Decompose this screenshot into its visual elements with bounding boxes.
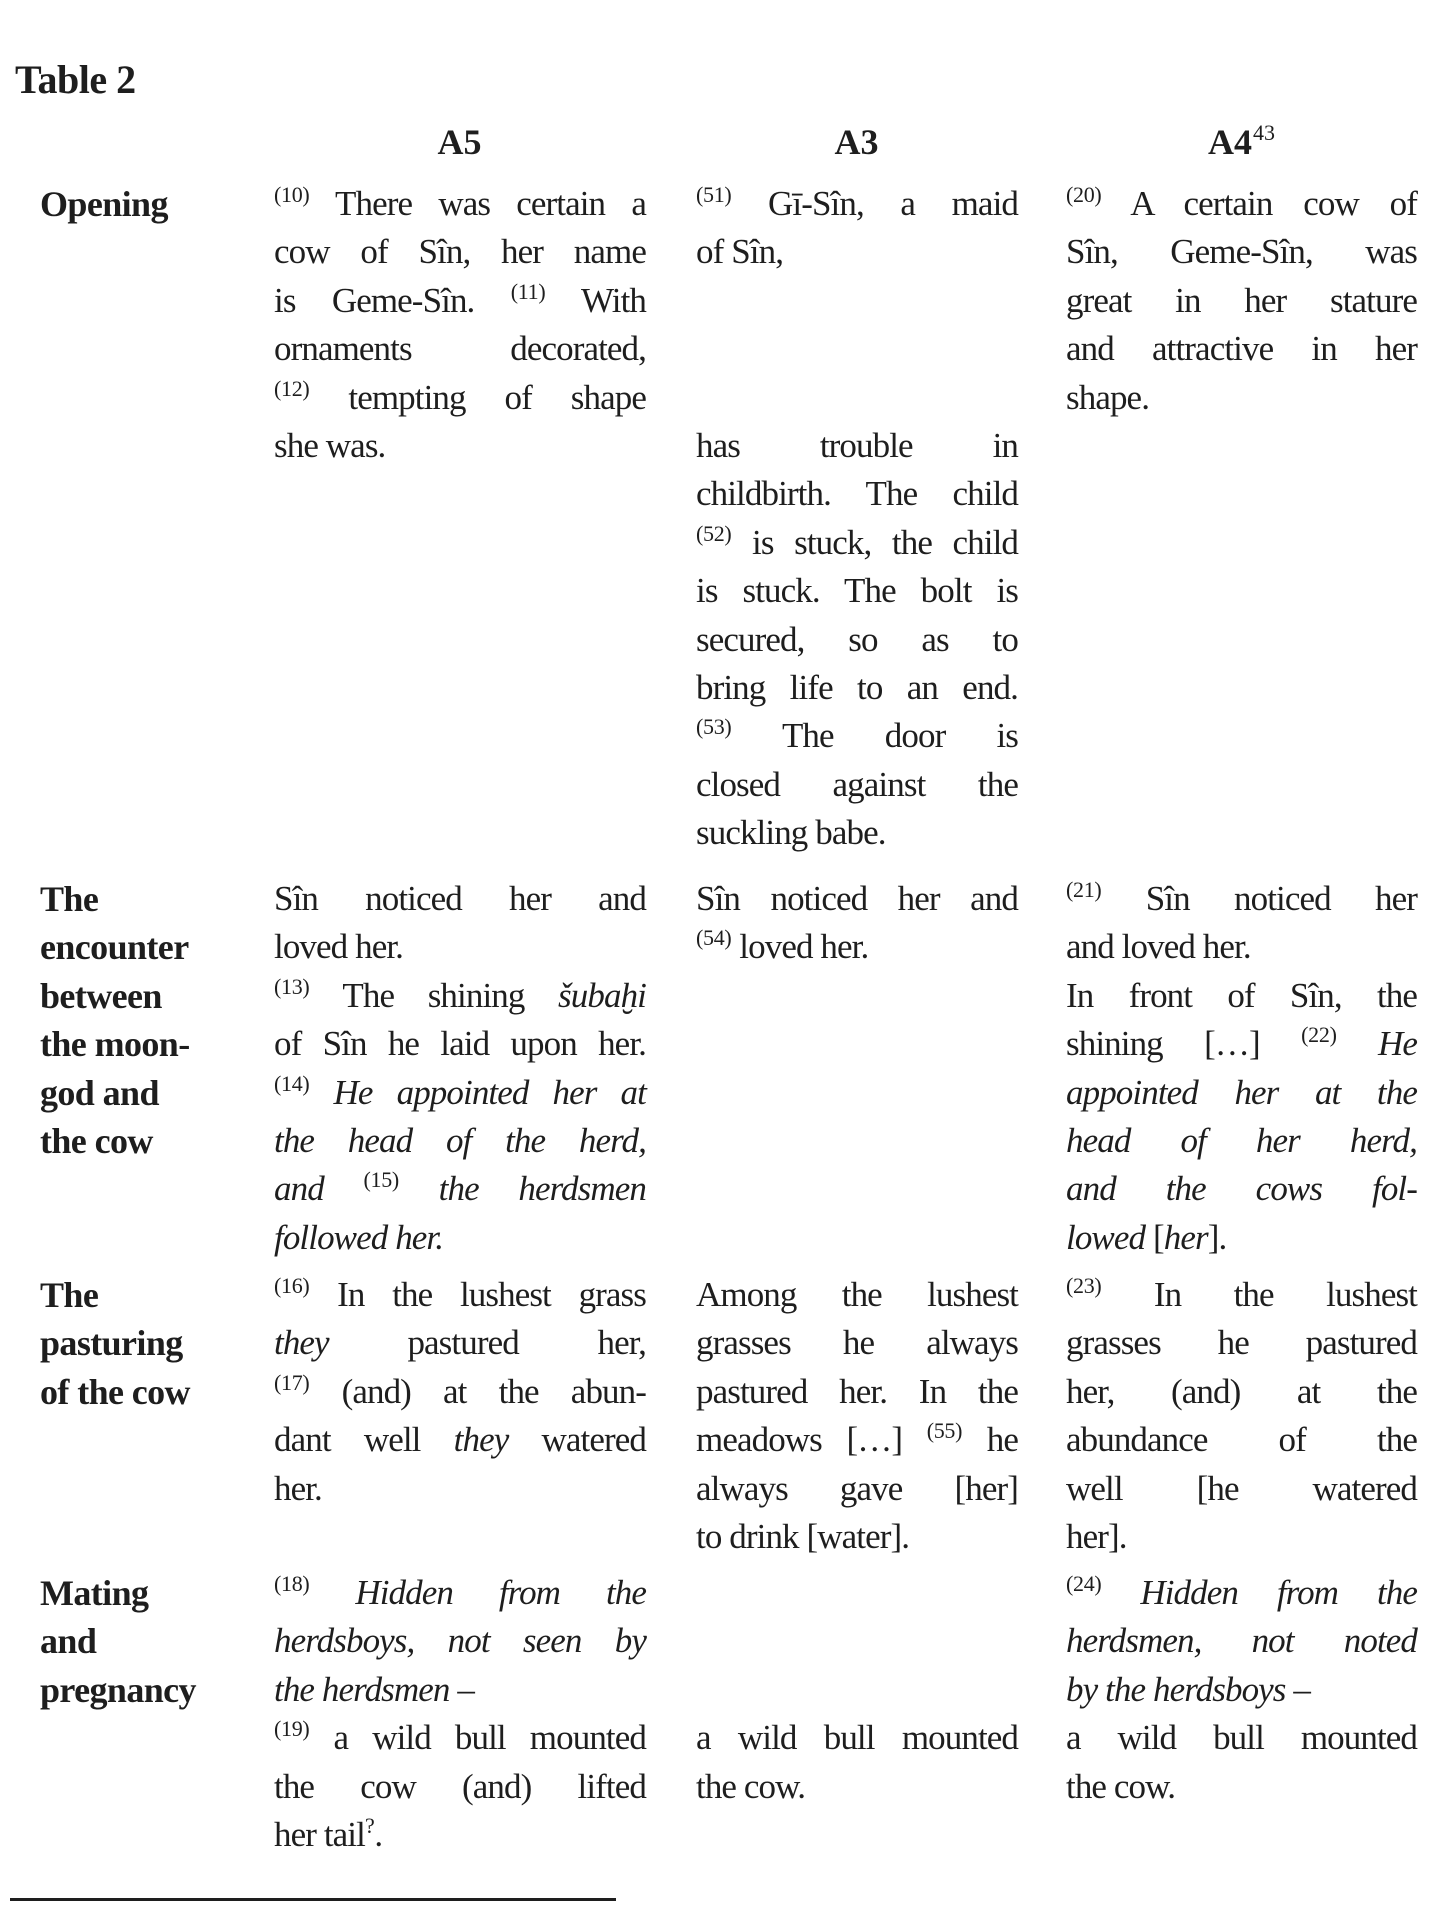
roman-text: the cow (and) lifted (274, 1766, 646, 1806)
line-number-marker: (21) (1066, 877, 1102, 902)
text-line (1066, 1368, 1417, 1416)
text-line (1066, 1714, 1417, 1762)
roman-text: a wild bull mounted (309, 1718, 646, 1758)
row-label-encounter (40, 875, 255, 1165)
text-line (1066, 1465, 1417, 1513)
line-number-marker: (17) (274, 1369, 310, 1395)
line-number-marker: (11) (510, 278, 546, 304)
text-line (696, 1465, 1018, 1513)
line-number-marker: (22) (1301, 1022, 1337, 1048)
row-label-line: between (40, 975, 162, 1016)
roman-text: The shining (309, 975, 559, 1015)
text-line (696, 470, 1018, 518)
column-header-a4 (1066, 118, 1417, 171)
table-cell-encounter-a5 (274, 875, 646, 1262)
line-number-marker: (13) (274, 973, 310, 999)
roman-text: and loved her. (1066, 927, 1251, 967)
roman-text: abundance of the (1066, 1420, 1417, 1460)
text-line (274, 875, 646, 923)
roman-text: In the lushest grass (309, 1275, 646, 1314)
text-line (696, 567, 1018, 615)
text-line (696, 422, 1018, 470)
table-cell-pasturing-a4 (1066, 1271, 1417, 1561)
italic-text: Hidden from the (1101, 1573, 1417, 1612)
table-cell-opening-a4 (1066, 180, 1417, 422)
text-line (696, 1319, 1018, 1367)
text-line (696, 875, 1018, 923)
column-header-label: A3 (834, 122, 879, 162)
text-line (274, 1569, 646, 1617)
line-number-marker: (55) (926, 1418, 963, 1444)
roman-text: There was certain a (309, 184, 646, 223)
italic-text: herdsboys, not seen by (274, 1621, 646, 1661)
line-number-marker: (52) (696, 520, 732, 546)
previous-line-cutoff (0, 0, 1434, 10)
roman-text: grasses he always (696, 1323, 1018, 1363)
italic-text: He appointed her at (309, 1072, 646, 1112)
text-line (1066, 1020, 1417, 1068)
text-line (274, 1368, 646, 1416)
text-line (696, 1271, 1018, 1319)
text-line (274, 1214, 646, 1262)
roman-text: her tail (274, 1814, 365, 1854)
roman-text: Among the lushest (696, 1275, 1018, 1314)
roman-text: In front of Sîn, the (1066, 975, 1417, 1015)
roman-text: ornaments decorated, (274, 329, 646, 369)
roman-text: a wild bull mounted (1066, 1718, 1417, 1758)
roman-text: bring life to an end. (696, 667, 1018, 707)
text-line (1066, 1165, 1417, 1213)
text-line (274, 972, 646, 1020)
italic-text: and (274, 1169, 364, 1209)
roman-text: With (545, 280, 647, 320)
text-line (1066, 923, 1417, 971)
line-number-marker: (54) (696, 925, 732, 951)
roman-text: shining […] (1066, 1024, 1302, 1064)
roman-text: loved her. (274, 927, 404, 967)
roman-text: well [he watered (1066, 1468, 1417, 1508)
text-line (696, 180, 1018, 228)
line-number-marker: ? (364, 1812, 375, 1838)
table-cell-mating-a4 (1066, 1569, 1417, 1811)
text-line (274, 1069, 646, 1117)
row-label-line: the moon- (40, 1024, 190, 1065)
text-line (1066, 1214, 1417, 1262)
italic-text: herdsmen, not noted (1066, 1621, 1417, 1661)
roman-text: is stuck. The bolt is (696, 571, 1018, 611)
roman-text: of Sîn, (696, 232, 784, 272)
text-line (274, 1763, 646, 1811)
text-line (1066, 1513, 1417, 1561)
table-cell-encounter-a3 (696, 875, 1018, 972)
roman-text: – (1285, 1669, 1310, 1709)
row-label-line: god and (40, 1072, 159, 1113)
text-line (696, 519, 1018, 567)
roman-text: closed against the (696, 764, 1018, 804)
text-line (1066, 1666, 1417, 1714)
row-label-mating (40, 1569, 255, 1714)
roman-text: the cow. (1066, 1766, 1176, 1806)
column-header-label: A4 (1208, 122, 1252, 162)
text-line (274, 325, 646, 373)
roman-text: cow of Sîn, her name (274, 232, 646, 272)
line-number-marker: (18) (274, 1571, 310, 1596)
roman-text: has trouble in (696, 425, 1018, 465)
table-cell-encounter-a4 (1066, 875, 1417, 1262)
roman-text: secured, so as to (696, 619, 1018, 659)
roman-text: her, (and) at the (1066, 1371, 1417, 1411)
line-number-marker: (24) (1066, 1571, 1102, 1596)
text-line (274, 180, 646, 228)
roman-text: childbirth. The child (696, 474, 1018, 514)
text-line (1066, 1319, 1417, 1367)
text-line (274, 1416, 646, 1464)
footnote-separator-rule (10, 1898, 616, 1901)
table-cell-pasturing-a3 (696, 1271, 1018, 1561)
text-line (1066, 228, 1417, 276)
column-header-a3 (696, 118, 1018, 171)
text-line (1066, 1069, 1417, 1117)
text-line (1066, 1569, 1417, 1617)
roman-text: great in her stature (1066, 280, 1417, 320)
text-line (696, 1368, 1018, 1416)
row-label-line: pasturing (40, 1323, 183, 1364)
line-number-marker: (10) (274, 182, 310, 207)
italic-text: by the herdsboys (1066, 1669, 1286, 1709)
text-line (1066, 972, 1417, 1020)
text-line (1066, 1763, 1417, 1811)
roman-text: – (449, 1669, 474, 1709)
roman-text: Gī-Sîn, a maid (731, 184, 1018, 223)
italic-text: and the cows fol- (1066, 1169, 1417, 1209)
roman-text: is Geme-Sîn. (274, 280, 511, 320)
line-number-marker: (20) (1066, 182, 1102, 207)
column-header-label: A5 (437, 122, 482, 162)
row-label-pasturing (40, 1271, 255, 1416)
roman-text: pastured her. In the (696, 1371, 1018, 1411)
text-line (274, 1465, 646, 1513)
text-line (274, 1117, 646, 1165)
roman-text: watered (508, 1420, 646, 1460)
roman-text: Sîn noticed her (1101, 879, 1417, 918)
roman-text: her]. (1066, 1516, 1127, 1556)
line-number-marker: (23) (1066, 1273, 1102, 1298)
roman-text: A certain cow of (1101, 184, 1417, 223)
italic-text: the herdsmen (398, 1169, 646, 1209)
text-line (274, 1165, 646, 1213)
italic-text: lowed (1066, 1217, 1146, 1257)
roman-text: In the lushest (1101, 1275, 1417, 1314)
roman-text: always gave [her] (696, 1468, 1018, 1508)
text-line (696, 1513, 1018, 1561)
text-line (274, 1811, 646, 1859)
text-line (274, 1714, 646, 1762)
line-number-marker: (12) (274, 375, 310, 401)
text-line (1066, 1271, 1417, 1319)
italic-text: Hidden from the (309, 1573, 646, 1612)
roman-text: Sîn, Geme-Sîn, was (1066, 232, 1417, 272)
text-line (1066, 1416, 1417, 1464)
line-number-marker: (19) (274, 1716, 310, 1742)
text-line (696, 712, 1018, 760)
blank-line (696, 1617, 1018, 1665)
row-label-line: The (40, 879, 99, 919)
roman-text: (and) at the abun- (309, 1371, 646, 1411)
roman-text: meadows […] (696, 1420, 927, 1460)
italic-text: šubaḫi (558, 975, 646, 1015)
italic-text: appointed her at the (1066, 1072, 1417, 1112)
roman-text: is stuck, the child (731, 522, 1018, 562)
row-label-line: The (40, 1275, 99, 1315)
row-label-line: and (40, 1621, 97, 1662)
italic-text: they (274, 1323, 329, 1363)
roman-text: to drink [water]. (696, 1516, 910, 1556)
text-line (1066, 180, 1417, 228)
blank-line (696, 277, 1018, 325)
roman-text: of Sîn he laid upon her. (274, 1024, 646, 1064)
italic-text: the herdsmen (274, 1669, 450, 1709)
text-line (274, 923, 646, 971)
line-number-marker: (15) (363, 1167, 399, 1193)
blank-line (696, 325, 1018, 373)
italic-text: followed her. (274, 1217, 444, 1257)
text-line (696, 1763, 1018, 1811)
table-cell-opening-a3 (696, 180, 1018, 857)
roman-text: and attractive in her (1066, 329, 1417, 369)
italic-text: He (1336, 1024, 1417, 1064)
roman-text: [ (1145, 1217, 1164, 1257)
table-cell-opening-a5 (274, 180, 646, 470)
text-line (274, 1020, 646, 1068)
text-line (1066, 1117, 1417, 1165)
text-line (274, 1617, 646, 1665)
text-line (274, 1271, 646, 1319)
footnote-ref[interactable]: 43 (1253, 120, 1275, 145)
roman-text: dant well (274, 1420, 454, 1460)
text-line (1066, 277, 1417, 325)
text-line (696, 1416, 1018, 1464)
table-cell-mating-a3 (696, 1569, 1018, 1811)
blank-line (696, 1569, 1018, 1617)
text-line (1066, 374, 1417, 422)
text-line (696, 809, 1018, 857)
roman-text: pastured her, (328, 1323, 646, 1363)
row-label-line: Opening (40, 184, 168, 224)
blank-line (696, 1666, 1018, 1714)
roman-text: the cow. (696, 1766, 806, 1806)
text-line (1066, 325, 1417, 373)
text-line (696, 923, 1018, 971)
text-line (696, 761, 1018, 809)
row-label-line: Mating (40, 1573, 149, 1613)
table-cell-pasturing-a5 (274, 1271, 646, 1513)
line-number-marker: (51) (696, 182, 732, 207)
italic-text: the head of the herd, (274, 1120, 646, 1160)
roman-text: suckling babe. (696, 813, 886, 853)
roman-text: grasses he pastured (1066, 1323, 1417, 1363)
line-number-marker: (53) (696, 714, 732, 740)
italic-text: head of her herd, (1066, 1120, 1417, 1160)
line-number-marker: (16) (274, 1273, 310, 1298)
text-line (696, 664, 1018, 712)
text-line (1066, 1617, 1417, 1665)
text-line (274, 374, 646, 422)
text-line (274, 1319, 646, 1367)
roman-text: tempting of shape (309, 377, 646, 417)
roman-text: ]. (1207, 1217, 1227, 1257)
text-line (274, 277, 646, 325)
row-label-opening (40, 180, 255, 228)
roman-text: The door is (731, 716, 1018, 756)
row-label-line: the cow (40, 1121, 153, 1162)
roman-text: loved her. (731, 927, 869, 967)
roman-text: he (962, 1420, 1018, 1460)
roman-text: Sîn noticed her and (696, 879, 1018, 918)
row-label-line: of the cow (40, 1371, 190, 1412)
text-line (274, 1666, 646, 1714)
table-title: Table 2 (15, 57, 136, 102)
line-number-marker: (14) (274, 1070, 310, 1096)
text-line (696, 1714, 1018, 1762)
column-header-a5 (274, 118, 646, 171)
roman-text: shape. (1066, 377, 1150, 417)
roman-text: a wild bull mounted (696, 1718, 1018, 1758)
row-label-line: encounter (40, 927, 189, 968)
text-line (696, 228, 1018, 276)
text-line (274, 422, 646, 470)
row-label-line: pregnancy (40, 1669, 196, 1710)
blank-line (696, 374, 1018, 422)
table-cell-mating-a5 (274, 1569, 646, 1859)
text-line (696, 616, 1018, 664)
roman-text: . (374, 1814, 383, 1854)
text-line (1066, 875, 1417, 923)
roman-text: her. (274, 1468, 322, 1508)
italic-text: her (1163, 1217, 1208, 1257)
text-line (274, 228, 646, 276)
roman-text: Sîn noticed her and (274, 879, 646, 918)
italic-text: they (453, 1420, 509, 1460)
roman-text: she was. (274, 425, 386, 465)
